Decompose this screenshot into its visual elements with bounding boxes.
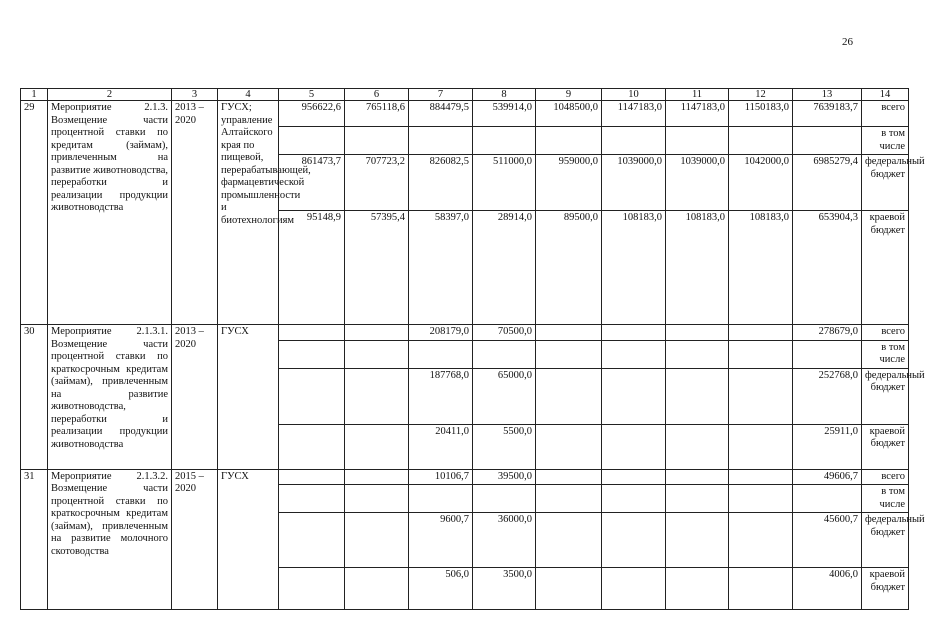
budget-category: федеральный бюджет <box>862 368 909 424</box>
amount-cell: 252768,0 <box>793 368 862 424</box>
executor: ГУСХ <box>218 325 279 470</box>
amount-cell <box>536 469 602 485</box>
amount-cell: 539914,0 <box>473 101 536 127</box>
amount-cell: 108183,0 <box>729 211 793 325</box>
budget-category: федеральный бюджет <box>862 155 909 211</box>
header-cell: 2 <box>48 89 172 101</box>
amount-cell: 108183,0 <box>666 211 729 325</box>
page-number: 26 <box>842 36 853 48</box>
header-cell: 14 <box>862 89 909 101</box>
table-row <box>21 101 909 127</box>
amount-cell <box>793 485 862 513</box>
budget-category: всего <box>862 469 909 485</box>
executor: ГУСХ; управление Алтайского края по пищевой, перерабатывающей, фармацевтической промышленности и биотехнологиям <box>218 101 279 325</box>
amount-cell: 95148,9 <box>279 211 345 325</box>
amount-cell: 57395,4 <box>345 211 409 325</box>
amount-cell <box>729 568 793 610</box>
amount-cell <box>602 127 666 155</box>
amount-cell <box>536 485 602 513</box>
amount-cell <box>536 568 602 610</box>
amount-cell: 7639183,7 <box>793 101 862 127</box>
row-number: 30 <box>21 325 48 470</box>
amount-cell <box>536 513 602 568</box>
amount-cell <box>279 325 345 341</box>
amount-cell: 4006,0 <box>793 568 862 610</box>
amount-cell: 208179,0 <box>409 325 473 341</box>
amount-cell <box>409 340 473 368</box>
header-cell: 6 <box>345 89 409 101</box>
amount-cell: 9600,7 <box>409 513 473 568</box>
period: 2013 – 2020 <box>172 325 218 470</box>
amount-cell: 1042000,0 <box>729 155 793 211</box>
amount-cell: 5500,0 <box>473 424 536 469</box>
amount-cell: 707723,2 <box>345 155 409 211</box>
period: 2015 – 2020 <box>172 469 218 610</box>
amount-cell: 1150183,0 <box>729 101 793 127</box>
amount-cell: 49606,7 <box>793 469 862 485</box>
amount-cell <box>666 340 729 368</box>
amount-cell <box>602 424 666 469</box>
header-cell: 3 <box>172 89 218 101</box>
amount-cell <box>345 368 409 424</box>
header-cell: 8 <box>473 89 536 101</box>
header-cell: 11 <box>666 89 729 101</box>
budget-category: в том числе <box>862 127 909 155</box>
amount-cell <box>279 424 345 469</box>
period: 2013 – 2020 <box>172 101 218 325</box>
amount-cell <box>666 424 729 469</box>
amount-cell <box>666 325 729 341</box>
amount-cell: 187768,0 <box>409 368 473 424</box>
row-number: 29 <box>21 101 48 325</box>
amount-cell <box>345 340 409 368</box>
amount-cell <box>536 340 602 368</box>
amount-cell <box>536 368 602 424</box>
amount-cell: 826082,5 <box>409 155 473 211</box>
amount-cell: 956622,6 <box>279 101 345 127</box>
amount-cell: 45600,7 <box>793 513 862 568</box>
amount-cell: 278679,0 <box>793 325 862 341</box>
amount-cell: 6985279,4 <box>793 155 862 211</box>
header-cell: 9 <box>536 89 602 101</box>
amount-cell: 58397,0 <box>409 211 473 325</box>
amount-cell: 1048500,0 <box>536 101 602 127</box>
amount-cell <box>345 485 409 513</box>
amount-cell: 1039000,0 <box>602 155 666 211</box>
table-row <box>21 469 909 485</box>
amount-cell: 653904,3 <box>793 211 862 325</box>
amount-cell <box>409 485 473 513</box>
amount-cell <box>729 340 793 368</box>
amount-cell <box>279 368 345 424</box>
amount-cell <box>666 485 729 513</box>
header-cell: 13 <box>793 89 862 101</box>
amount-cell <box>279 485 345 513</box>
amount-cell: 765118,6 <box>345 101 409 127</box>
amount-cell <box>666 513 729 568</box>
amount-cell <box>279 568 345 610</box>
amount-cell <box>473 485 536 513</box>
header-cell: 12 <box>729 89 793 101</box>
amount-cell: 20411,0 <box>409 424 473 469</box>
amount-cell <box>473 127 536 155</box>
amount-cell <box>473 340 536 368</box>
budget-category: всего <box>862 101 909 127</box>
header-cell: 1 <box>21 89 48 101</box>
amount-cell: 39500,0 <box>473 469 536 485</box>
amount-cell <box>536 325 602 341</box>
table-row <box>21 325 909 341</box>
activity-name: Мероприятие 2.1.3.2. Возмещение части процентной ставки по краткосрочным кредитам (займам), привлеченным на развитие молочного скотоводства <box>48 469 172 610</box>
amount-cell <box>345 469 409 485</box>
amount-cell <box>345 568 409 610</box>
amount-cell <box>345 127 409 155</box>
amount-cell <box>409 127 473 155</box>
budget-category: в том числе <box>862 340 909 368</box>
amount-cell <box>602 513 666 568</box>
header-cell: 5 <box>279 89 345 101</box>
amount-cell <box>602 485 666 513</box>
amount-cell: 89500,0 <box>536 211 602 325</box>
budget-table <box>20 88 925 610</box>
amount-cell: 506,0 <box>409 568 473 610</box>
header-cell: 4 <box>218 89 279 101</box>
amount-cell: 65000,0 <box>473 368 536 424</box>
amount-cell <box>729 127 793 155</box>
budget-category: в том числе <box>862 485 909 513</box>
budget-category: краевой бюджет <box>862 424 909 469</box>
amount-cell <box>729 469 793 485</box>
amount-cell <box>345 513 409 568</box>
amount-cell <box>793 340 862 368</box>
amount-cell: 861473,7 <box>279 155 345 211</box>
amount-cell: 70500,0 <box>473 325 536 341</box>
amount-cell <box>666 127 729 155</box>
amount-cell <box>729 368 793 424</box>
amount-cell: 36000,0 <box>473 513 536 568</box>
amount-cell <box>279 513 345 568</box>
amount-cell: 3500,0 <box>473 568 536 610</box>
amount-cell <box>602 568 666 610</box>
amount-cell <box>536 127 602 155</box>
activity-name: Мероприятие 2.1.3. Возмещение части процентной ставки по кредитам (займам), привлеченным на развитие животноводства, переработки и реализации продукции животноводства <box>48 101 172 325</box>
amount-cell <box>729 513 793 568</box>
amount-cell: 1039000,0 <box>666 155 729 211</box>
executor: ГУСХ <box>218 469 279 610</box>
amount-cell <box>666 368 729 424</box>
amount-cell: 108183,0 <box>602 211 666 325</box>
amount-cell <box>345 325 409 341</box>
amount-cell: 1147183,0 <box>602 101 666 127</box>
row-number: 31 <box>21 469 48 610</box>
amount-cell <box>602 368 666 424</box>
amount-cell: 959000,0 <box>536 155 602 211</box>
amount-cell <box>602 325 666 341</box>
amount-cell <box>602 340 666 368</box>
amount-cell <box>345 424 409 469</box>
amount-cell <box>729 485 793 513</box>
amount-cell <box>279 340 345 368</box>
activity-name: Мероприятие 2.1.3.1. Возмещение части процентной ставки по краткосрочным кредитам (займам), привлеченным на развитие животноводства, переработки и реализации продукции животноводства <box>48 325 172 470</box>
amount-cell: 884479,5 <box>409 101 473 127</box>
budget-category: краевой бюджет <box>862 568 909 610</box>
header-row <box>21 89 909 101</box>
budget-category: всего <box>862 325 909 341</box>
amount-cell: 1147183,0 <box>666 101 729 127</box>
amount-cell <box>602 469 666 485</box>
amount-cell <box>279 127 345 155</box>
amount-cell <box>729 325 793 341</box>
amount-cell: 25911,0 <box>793 424 862 469</box>
amount-cell <box>666 568 729 610</box>
amount-cell <box>666 469 729 485</box>
amount-cell: 28914,0 <box>473 211 536 325</box>
header-cell: 10 <box>602 89 666 101</box>
amount-cell <box>729 424 793 469</box>
header-cell: 7 <box>409 89 473 101</box>
budget-category: федеральный бюджет <box>862 513 909 568</box>
amount-cell: 10106,7 <box>409 469 473 485</box>
amount-cell <box>536 424 602 469</box>
amount-cell <box>279 469 345 485</box>
budget-category: краевой бюджет <box>862 211 909 325</box>
amount-cell <box>793 127 862 155</box>
amount-cell: 511000,0 <box>473 155 536 211</box>
